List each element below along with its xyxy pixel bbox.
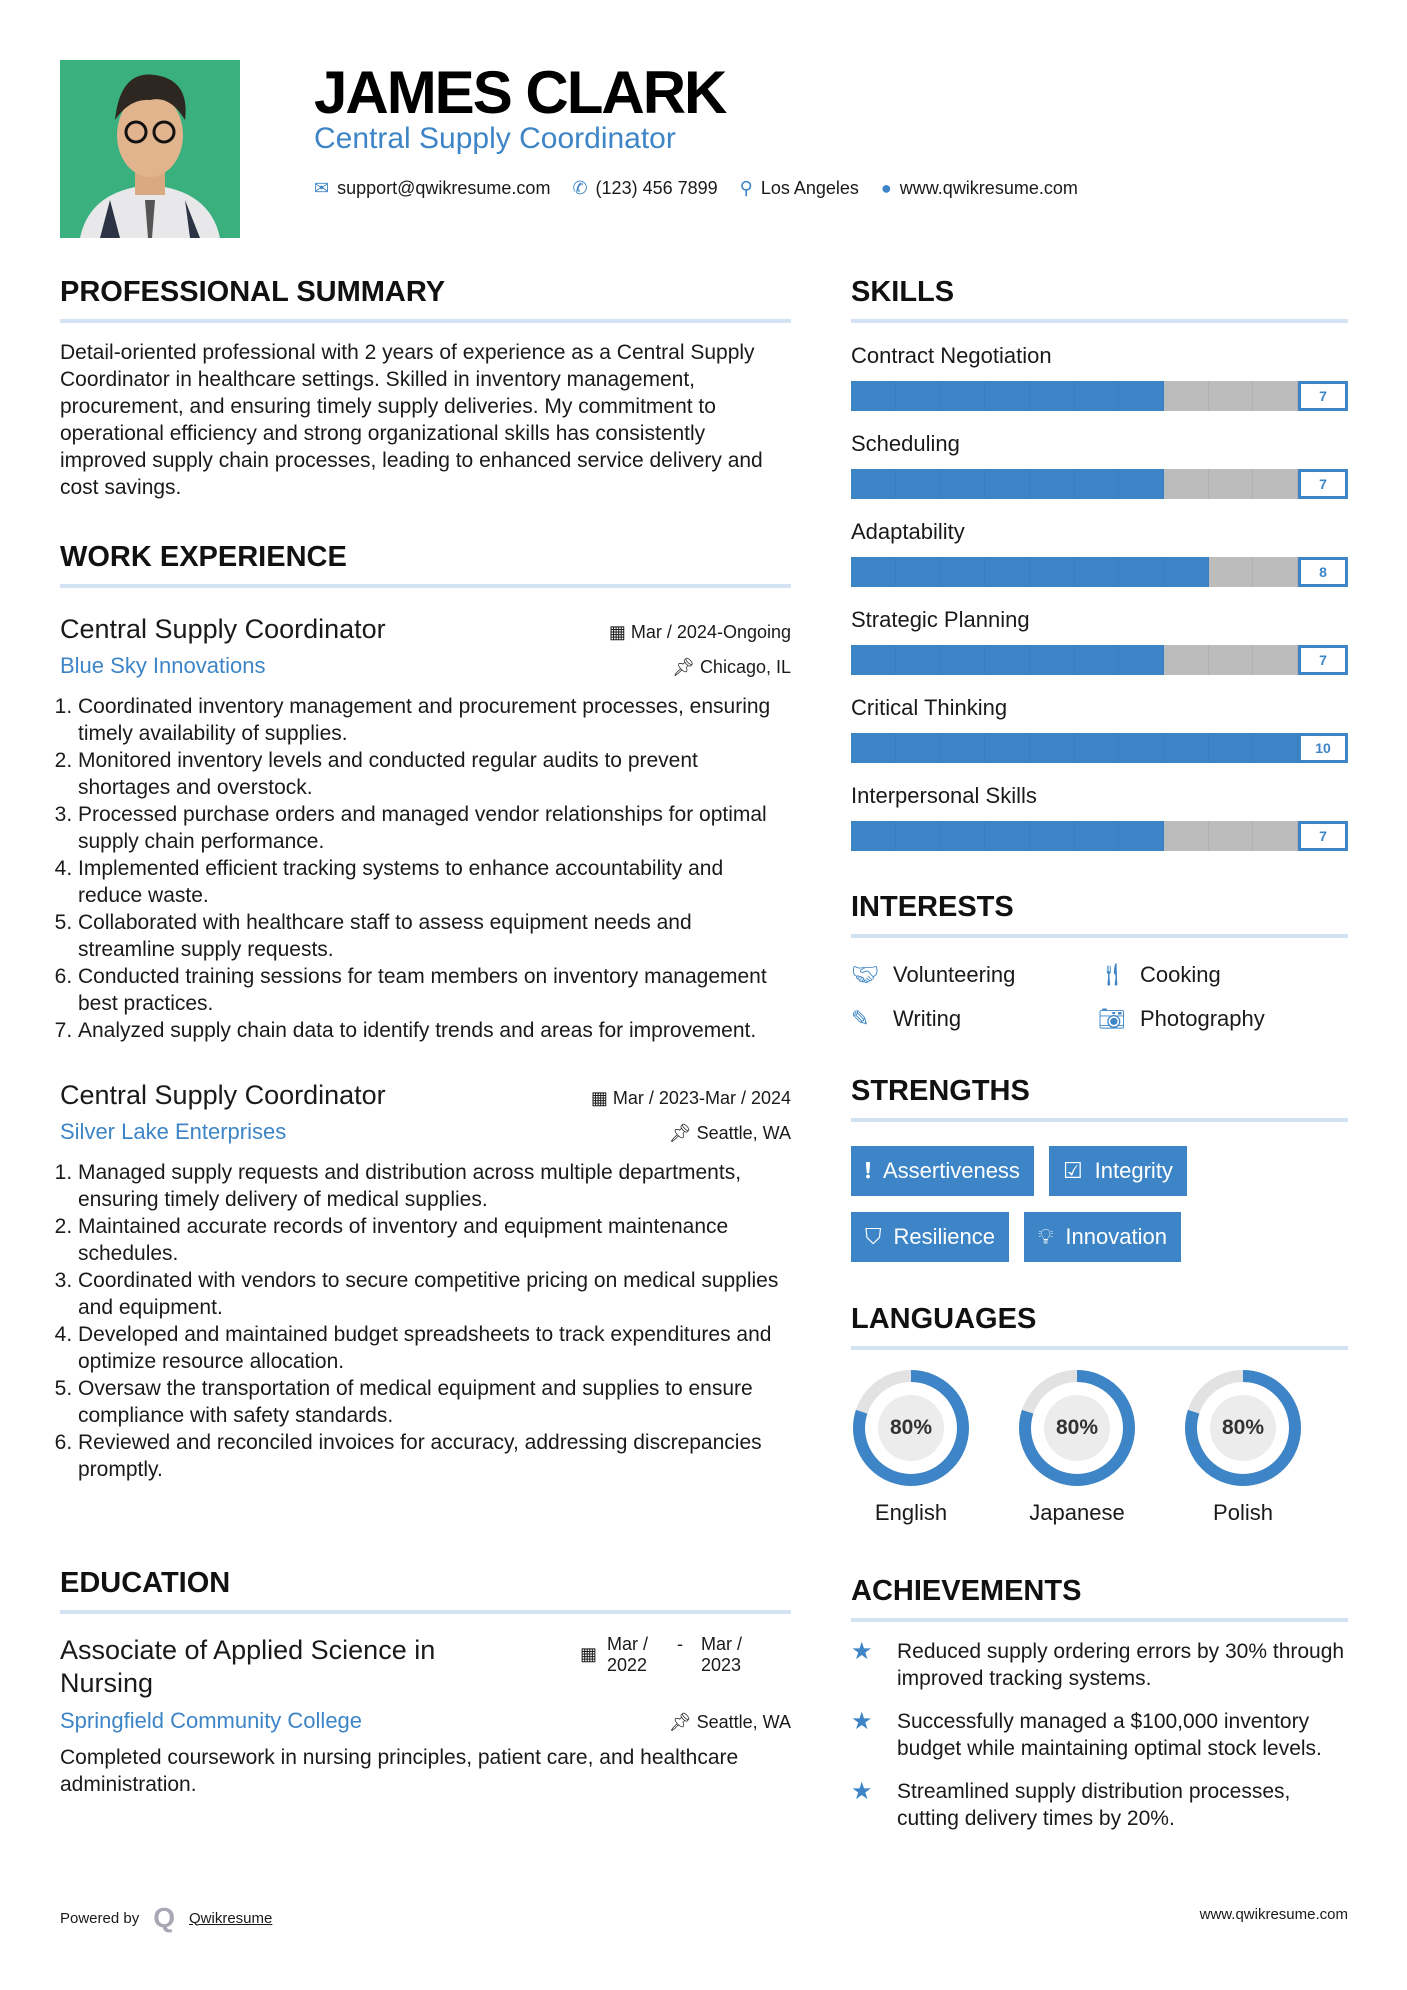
skill-segment — [1253, 557, 1298, 587]
school-name: Springfield Community College — [60, 1708, 363, 1733]
strength-badge — [1049, 1146, 1187, 1196]
section-heading: ACHIEVEMENTS — [851, 1575, 1348, 1622]
list-item: 5. Collaborated with healthcare staff to assess equipment needs and streamline supply requests. — [78, 909, 791, 963]
section-heading: INTERESTS — [851, 891, 1348, 938]
skill-segment — [851, 557, 896, 587]
skill-segment — [1075, 821, 1120, 851]
company-name: Blue Sky Innovations — [60, 653, 266, 678]
phone-icon: ✆ — [572, 178, 588, 198]
edu-start: Mar / 2022 — [607, 1634, 649, 1675]
profile-photo — [60, 60, 240, 238]
skill-segment — [1119, 645, 1164, 675]
skill-item — [851, 519, 1348, 587]
skill-segment — [896, 381, 941, 411]
skill-segment — [1164, 733, 1209, 763]
edu-end: Mar / 2023 — [701, 1634, 743, 1675]
job-title: Central Supply Coordinator — [60, 614, 386, 644]
language-name: Polish — [1213, 1500, 1273, 1525]
list-item: 2. Monitored inventory levels and conducted regular audits to prevent shortages and overstock. — [78, 747, 791, 801]
skill-level: 7 — [1298, 381, 1348, 411]
skill-item — [851, 431, 1348, 499]
skill-segment — [896, 821, 941, 851]
language-name: English — [874, 1500, 948, 1525]
section-heading: SKILLS — [851, 276, 1348, 323]
language-item — [851, 1368, 971, 1526]
skill-segment — [896, 733, 941, 763]
skill-segment — [985, 821, 1030, 851]
qwikresume-logo-icon: Q — [153, 1902, 175, 1933]
website-link[interactable]: www.qwikresume.com — [899, 178, 1078, 198]
skill-segment — [1119, 557, 1164, 587]
skill-segment — [1075, 381, 1120, 411]
interests-section — [851, 891, 1348, 1032]
strength-label: Integrity — [1094, 1158, 1173, 1183]
handshake-icon: 🤝︎ — [851, 962, 879, 987]
interest-item — [1098, 1006, 1348, 1032]
skill-segment — [1253, 469, 1298, 499]
envelope-icon: ✉ — [314, 178, 330, 198]
list-item: 7. Analyzed supply chain data to identify trends and areas for improvement. — [78, 1017, 791, 1044]
powered-by-text: Powered by — [60, 1909, 140, 1927]
list-item: 6. Conducted training sessions for team members on inventory management best practices. — [78, 963, 791, 1017]
skill-name: Scheduling — [851, 431, 960, 456]
job-dates: Mar / 2024-Ongoing — [630, 622, 791, 642]
camera-icon: 📷︎ — [1098, 1006, 1126, 1031]
skills-section — [851, 276, 1348, 871]
skill-segment — [896, 469, 941, 499]
summary-text: Detail-oriented professional with 2 years of experience as a Central Supply Coordinator in healthcare settings. Skilled in inventory management, procurement, and ensuring timely supply deliveries. My commitment to operational efficiency and strong organizational skills has consistently improved supply chain processes, leading to enhanced service delivery and cost savings. — [60, 341, 763, 499]
phone-text: (123) 456 7899 — [595, 178, 718, 198]
skill-segment — [1075, 557, 1120, 587]
skill-bar — [851, 821, 1348, 851]
list-item: 1. Managed supply requests and distribution across multiple departments, ensuring timely delivery of medical supplies. — [78, 1159, 791, 1213]
education-text: Completed coursework in nursing principles, patient care, and healthcare administration. — [60, 1746, 739, 1796]
skill-segment — [1030, 645, 1075, 675]
skill-segment — [851, 645, 896, 675]
achievement-item — [851, 1638, 1348, 1692]
skill-segment — [985, 381, 1030, 411]
list-item: 1. Coordinated inventory management and procurement processes, ensuring timely availability of supplies. — [78, 693, 791, 747]
skill-name: Contract Negotiation — [851, 343, 1052, 368]
skill-segment — [851, 381, 896, 411]
check-square-icon: ☑ — [1062, 1158, 1083, 1183]
skill-segment — [985, 557, 1030, 587]
skill-segment — [851, 469, 896, 499]
language-name: Japanese — [1029, 1500, 1125, 1525]
skill-segment — [896, 557, 941, 587]
skill-item — [851, 607, 1348, 675]
job-bullets — [60, 693, 791, 1044]
section-heading: STRENGTHS — [851, 1075, 1348, 1122]
strength-badge — [1024, 1212, 1181, 1262]
skill-segment — [940, 381, 985, 411]
calendar-icon: ▦ — [590, 1088, 613, 1108]
skill-segment — [1164, 381, 1209, 411]
achievement-text: Streamlined supply distribution processes, cutting delivery times by 20%. — [897, 1780, 1291, 1830]
candidate-name: JAMES CLARK — [314, 59, 726, 126]
skill-segment — [851, 733, 896, 763]
skill-segment — [1119, 821, 1164, 851]
skill-name: Adaptability — [851, 519, 965, 544]
summary-section — [60, 276, 791, 501]
achievement-text: Successfully managed a $100,000 inventory budget while maintaining optimal stock levels. — [897, 1710, 1322, 1760]
pin-icon: 📌︎ — [668, 1123, 697, 1143]
skill-item — [851, 695, 1348, 763]
map-marker-icon: ⚲ — [739, 178, 753, 198]
skill-segment — [1253, 821, 1298, 851]
language-item — [1017, 1368, 1137, 1526]
language-percent: 80% — [889, 1416, 933, 1439]
pin-icon: 📌︎ — [668, 1712, 697, 1732]
exclamation-circle-icon: ❗︎ — [865, 1158, 871, 1183]
job-title: Central Supply Coordinator — [60, 1080, 386, 1110]
skill-segment — [1030, 557, 1075, 587]
strength-badge — [851, 1212, 1009, 1262]
skill-bar — [851, 381, 1348, 411]
strengths-section — [851, 1075, 1348, 1262]
footer-powered — [60, 1902, 272, 1934]
skill-segment — [1164, 469, 1209, 499]
skill-segment — [940, 645, 985, 675]
location-text: Los Angeles — [760, 178, 859, 198]
skill-name: Interpersonal Skills — [851, 783, 1037, 808]
skill-segment — [985, 645, 1030, 675]
list-item: 6. Reviewed and reconciled invoices for accuracy, addressing discrepancies promptly. — [78, 1429, 791, 1483]
skill-name: Critical Thinking — [851, 695, 1008, 720]
pencil-icon: ✎ — [851, 1006, 870, 1031]
pin-icon: 📌︎ — [672, 657, 700, 677]
star-icon: ★ — [851, 1778, 873, 1805]
interest-label: Photography — [1140, 1006, 1265, 1031]
list-item: 4. Implemented efficient tracking systems to enhance accountability and reduce waste. — [78, 855, 791, 909]
section-heading: PROFESSIONAL SUMMARY — [60, 276, 791, 323]
list-item: 3. Processed purchase orders and managed vendor relationships for optimal supply chain performance. — [78, 801, 791, 855]
skill-segment — [896, 645, 941, 675]
list-item: 2. Maintained accurate records of inventory and equipment maintenance schedules. — [78, 1213, 791, 1267]
languages-section — [851, 1303, 1348, 1526]
language-percent: 80% — [1055, 1416, 1099, 1439]
section-heading: LANGUAGES — [851, 1303, 1348, 1350]
skill-segment — [940, 821, 985, 851]
achievements-section — [851, 1575, 1348, 1832]
achievement-item — [851, 1778, 1348, 1832]
interest-item — [1098, 962, 1348, 988]
degree-title: Associate of Applied Science in Nursing — [60, 1635, 436, 1698]
interest-item — [851, 962, 1098, 988]
interest-label: Writing — [893, 1006, 962, 1031]
language-percent: 80% — [1221, 1416, 1265, 1439]
skill-segment — [940, 733, 985, 763]
star-icon: ★ — [851, 1708, 873, 1735]
skill-level: 8 — [1298, 557, 1348, 587]
lightbulb-icon: 💡︎ — [1038, 1224, 1054, 1249]
footer-site[interactable]: www.qwikresume.com — [1199, 1906, 1348, 1923]
skill-level: 7 — [1298, 821, 1348, 851]
email-link[interactable]: support@qwikresume.com — [337, 178, 551, 198]
interest-label: Volunteering — [893, 962, 1016, 987]
skill-segment — [851, 821, 896, 851]
skill-segment — [1119, 469, 1164, 499]
list-item: 3. Coordinated with vendors to secure competitive pricing on medical supplies and equipment. — [78, 1267, 791, 1321]
globe-icon: ● — [880, 178, 892, 198]
skill-segment — [1030, 733, 1075, 763]
skill-item — [851, 343, 1348, 411]
skill-item — [851, 783, 1348, 851]
language-item — [1183, 1368, 1303, 1526]
skill-segment — [940, 557, 985, 587]
skill-segment — [1075, 645, 1120, 675]
job-location: Chicago, IL — [699, 657, 791, 677]
skill-segment — [1075, 733, 1120, 763]
strength-label: Resilience — [893, 1224, 996, 1249]
job-bullets — [60, 1159, 791, 1483]
skill-segment — [1253, 381, 1298, 411]
skill-segment — [1209, 557, 1254, 587]
skill-segment — [1119, 733, 1164, 763]
list-item: 4. Developed and maintained budget spreadsheets to track expenditures and optimize resource allocation. — [78, 1321, 791, 1375]
shield-icon: ⛉ — [865, 1224, 882, 1249]
skill-segment — [1209, 733, 1254, 763]
job-location: Seattle, WA — [696, 1123, 791, 1143]
section-heading: WORK EXPERIENCE — [60, 541, 791, 588]
skill-bar — [851, 733, 1348, 763]
skill-segment — [1119, 381, 1164, 411]
utensils-icon: 🍴︎ — [1098, 962, 1126, 987]
skill-segment — [1209, 469, 1254, 499]
skill-segment — [1164, 645, 1209, 675]
education-section: EDUCATION Associate of Applied Science in Nursing ▦ Mar / 2022 - Mar / 2023 Springfield Community College 📌︎ Seattle, WA Completed coursework in nursing principles, patient care, and healthcare administration. — [60, 1567, 791, 1796]
strength-label: Innovation — [1065, 1224, 1167, 1249]
skill-segment — [1253, 645, 1298, 675]
work-section — [60, 541, 791, 1483]
brand-link[interactable]: Qwikresume — [189, 1909, 273, 1927]
interest-label: Cooking — [1140, 962, 1221, 987]
strength-badge — [851, 1146, 1034, 1196]
skill-level: 7 — [1298, 645, 1348, 675]
achievement-item — [851, 1708, 1348, 1762]
edu-location: Seattle, WA — [696, 1712, 791, 1732]
star-icon: ★ — [851, 1638, 873, 1665]
interest-item — [851, 1006, 1098, 1032]
skill-bar — [851, 557, 1348, 587]
calendar-icon: ▦ — [579, 1644, 597, 1664]
list-item: 5. Oversaw the transportation of medical equipment and supplies to ensure compliance with safety standards. — [78, 1375, 791, 1429]
skill-segment — [1253, 733, 1298, 763]
company-name: Silver Lake Enterprises — [60, 1119, 287, 1144]
section-heading: EDUCATION — [60, 1567, 791, 1614]
skill-segment — [1075, 469, 1120, 499]
calendar-icon: ▦ — [608, 622, 631, 642]
skill-level: 10 — [1298, 733, 1348, 763]
skill-level: 7 — [1298, 469, 1348, 499]
skill-segment — [985, 733, 1030, 763]
job-entry — [60, 614, 791, 1044]
skill-segment — [1030, 381, 1075, 411]
skill-segment — [940, 469, 985, 499]
skill-segment — [1164, 557, 1209, 587]
skill-bar — [851, 469, 1348, 499]
skill-segment — [1209, 645, 1254, 675]
skill-bar — [851, 645, 1348, 675]
skill-segment — [1164, 821, 1209, 851]
skill-segment — [1030, 821, 1075, 851]
skill-name: Strategic Planning — [851, 607, 1030, 632]
job-dates: Mar / 2023-Mar / 2024 — [612, 1088, 791, 1108]
skill-segment — [1209, 821, 1254, 851]
strength-label: Assertiveness — [882, 1158, 1020, 1183]
contact-bar — [314, 178, 1078, 199]
skill-segment — [985, 469, 1030, 499]
candidate-title: Central Supply Coordinator — [314, 122, 676, 155]
job-entry — [60, 1080, 791, 1483]
achievement-text: Reduced supply ordering errors by 30% through improved tracking systems. — [897, 1640, 1345, 1690]
skill-segment — [1209, 381, 1254, 411]
skill-segment — [1030, 469, 1075, 499]
